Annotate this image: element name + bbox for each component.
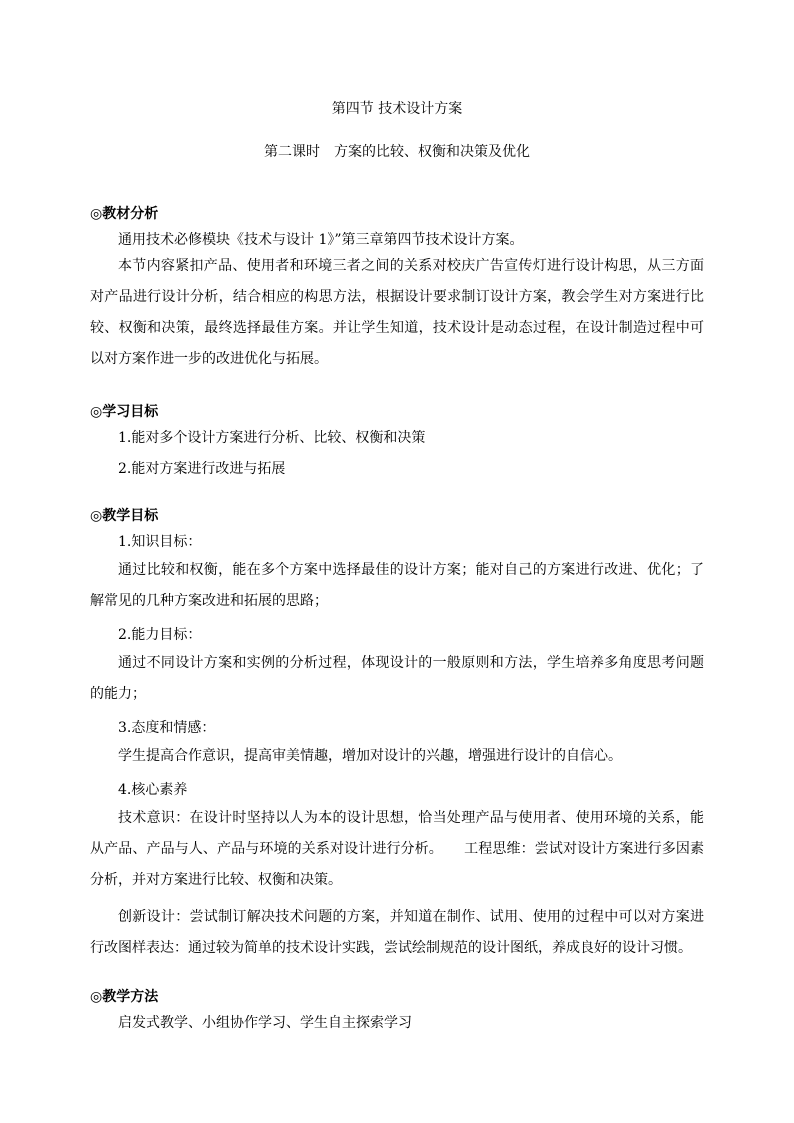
innovative-design-text: 创新设计：尝试制订解决技术问题的方案，并知道在制作、试用、使用的过程中可以对方案进行改图样表达：通过较为简单的技术设计实践，尝试绘制规范的设计图纸，养成良好的设计习惯。 (90, 909, 704, 956)
learning-goal-item: 1.能对多个设计方案进行分析、比较、权衡和决策 (118, 430, 426, 446)
core-literacy-text: 技术意识：在设计时坚持以人为本的设计思想，恰当处理产品与使用者、使用环境的关系，能从产品、产品与人、产品与环境的关系对设计进行分析。 工程思维：尝试对设计方案进行多因素分析，并对方案进行比较、权衡和决策。 (90, 810, 704, 888)
page-subtitle: 第二课时 方案的比较、权衡和决策及优化 (264, 144, 530, 160)
page-title: 第四节 技术设计方案 (331, 101, 463, 117)
learning-goal-item: 2.能对方案进行改进与拓展 (118, 461, 286, 477)
core-literacy-label: 4.核心素养 (118, 782, 188, 798)
knowledge-goal-label: 1.知识目标： (118, 534, 202, 550)
ability-goal-text: 通过不同设计方案和实例的分析过程，体现设计的一般原则和方法，学生培养多角度思考问题的能力； (90, 655, 704, 702)
teaching-methods-text: 启发式教学、小组协作学习、学生自主探索学习 (118, 1015, 412, 1031)
analysis-intro: 通用技术必修模块《技术与设计 1》”第三章第四节技术设计方案。 (118, 232, 524, 248)
knowledge-goal-text: 通过比较和权衡，能在多个方案中选择最佳的设计方案；能对自己的方案进行改进、优化；了解常见的几种方案改进和拓展的思路； (90, 562, 704, 609)
analysis-paragraph: 本节内容紧扣产品、使用者和环境三者之间的关系对校庆广告宣传灯进行设计构思，从三方面对产品进行设计分析，结合相应的构思方法，根据设计要求制订设计方案，教会学生对方案进行比较、权衡和决策，最终选择最佳方案。并让学生知道，技术设计是动态过程，在设计制造过程中可以对方案作进一步的改进优化与拓展。 (90, 258, 704, 367)
attitude-goal-label: 3.态度和情感： (118, 720, 216, 736)
ability-goal-label: 2.能力目标： (118, 627, 202, 643)
attitude-goal-text: 学生提高合作意识，提高审美情趣，增加对设计的兴趣，增强进行设计的自信心。 (118, 748, 622, 764)
section-heading-learning-goals: ◎学习目标 (90, 404, 159, 420)
section-heading-methods: ◎教学方法 (90, 989, 159, 1005)
section-heading-analysis: ◎教材分析 (90, 206, 159, 222)
section-heading-teaching-goals: ◎教学目标 (90, 508, 159, 524)
